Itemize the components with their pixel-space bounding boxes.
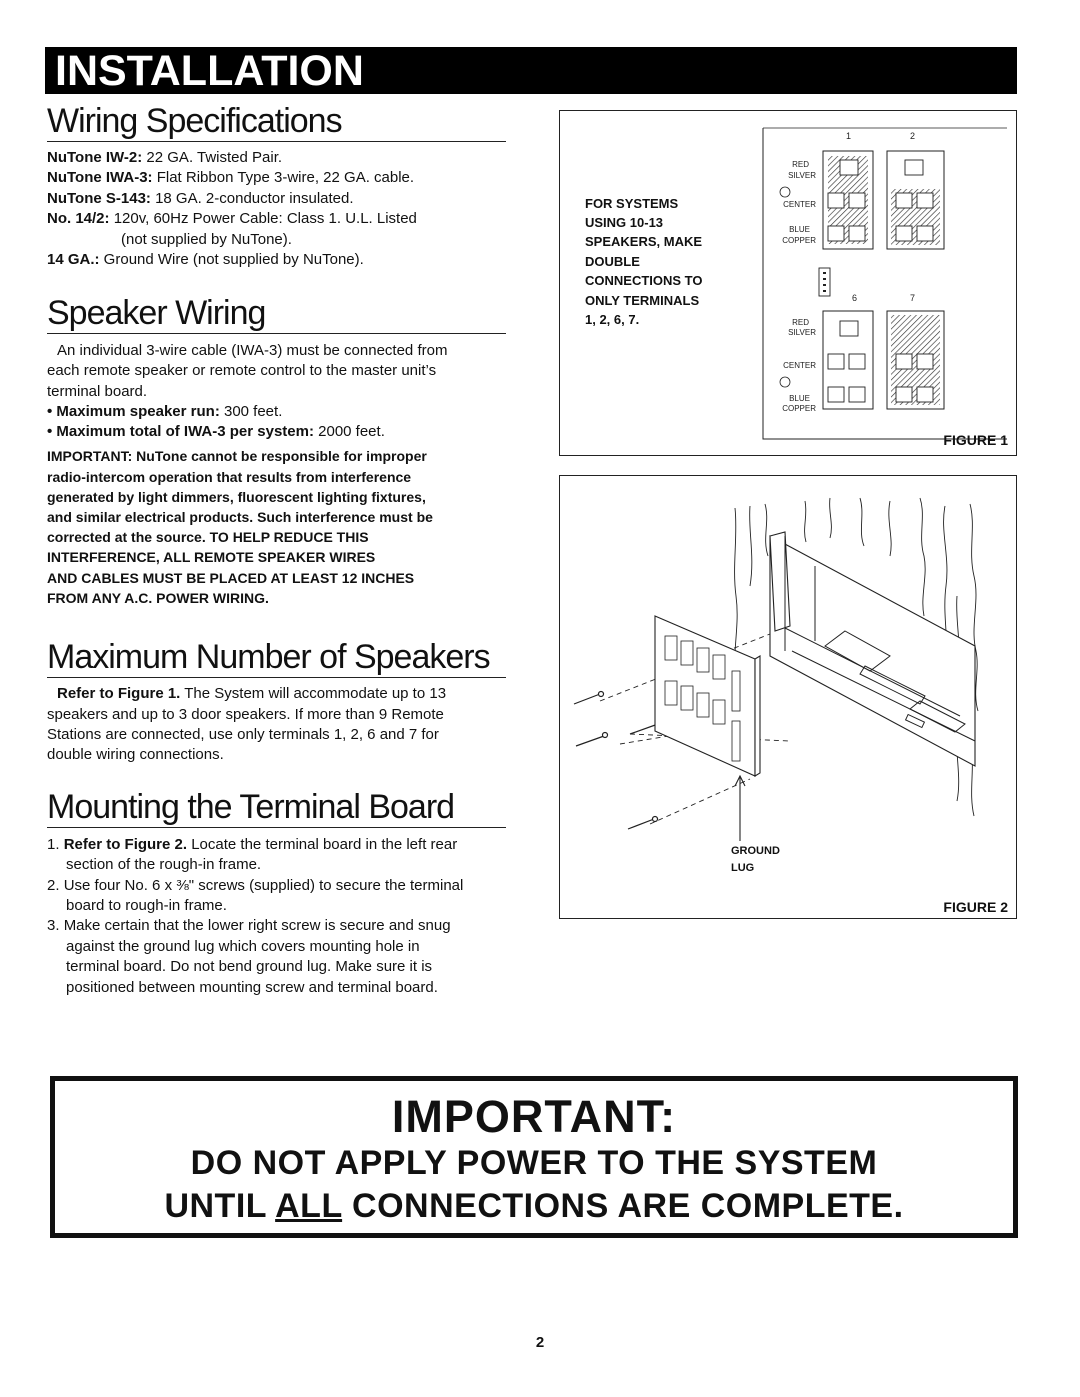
spec-line: No. 14/2: 120v, 60Hz Power Cable: Class 1. U.L. Listed [47,210,417,227]
figure-2 [559,475,1017,919]
bullet-item: • Maximum total of IWA-3 per system: 2000 feet. [47,423,385,440]
important-note-line: FROM ANY A.C. POWER WIRING. [47,590,269,606]
terminal-number: 1 [846,131,852,141]
fig1-note-line: USING 10-13 [585,215,664,230]
fig1-note-line: CONNECTIONS TO [585,273,703,288]
hole-icon [780,187,790,197]
spec-line: NuTone S-143: 18 GA. 2-conductor insulated. [47,190,354,207]
bullet-item: • Maximum speaker run: 300 feet. [47,403,283,420]
wiring-specs-heading: Wiring Specifications [47,102,342,140]
wire-label: SILVER [788,171,816,180]
wire-label: COPPER [782,236,816,245]
para-line: An individual 3-wire cable (IWA-3) must be connected from [57,342,448,359]
fig1-note-line: SPEAKERS, MAKE [585,234,703,249]
step-1: 1. Refer to Figure 2. Locate the terminal board in the left rear [47,836,458,853]
terminal-number: 6 [852,293,858,303]
warning-line-2: UNTIL ALL CONNECTIONS ARE COMPLETE. [164,1187,904,1225]
max-speakers-heading: Maximum Number of Speakers [47,638,490,676]
spec-line: NuTone IWA-3: Flat Ribbon Type 3-wire, 22 GA. cable. [47,169,415,186]
step-3-cont: positioned between mounting screw and terminal board. [66,979,438,996]
terminal-board-diagram [560,111,1015,454]
para-line: Refer to Figure 1. The System will accommodate up to 13 [57,685,447,702]
mounting-diagram [560,476,1015,917]
speaker-wiring-heading: Speaker Wiring [47,294,266,332]
figure-1 [559,110,1017,456]
wire-label: SILVER [788,328,816,337]
wire-label: CENTER [783,200,816,209]
important-note-line: generated by light dimmers, fluorescent lighting fixtures, [47,489,426,505]
step-2: 2. Use four No. 6 x ⅜" screws (supplied) to secure the terminal [47,877,464,894]
heading-rule [47,141,506,142]
heading-rule [47,677,506,678]
terminal-number: 7 [910,293,916,303]
figure-2-caption: FIGURE 2 [943,899,1008,915]
step-1-cont: section of the rough-in frame. [66,856,262,873]
step-3-cont: terminal board. Do not bend ground lug. Make sure it is [66,958,433,975]
para-line: terminal board. [47,383,148,400]
step-2-cont: board to rough-in frame. [66,897,227,914]
page-number: 2 [535,1334,545,1351]
important-title: IMPORTANT: [391,1091,677,1142]
para-line: speakers and up to 3 door speakers. If more than 9 Remote [47,706,444,723]
wire-label: RED [792,318,809,327]
wire-label: RED [792,160,809,169]
wire-label: COPPER [782,404,816,413]
heading-rule [47,827,506,828]
mounting-heading: Mounting the Terminal Board [47,788,455,826]
wire-label: BLUE [789,394,810,403]
para-line: each remote speaker or remote control to the master unit’s [47,362,437,379]
ground-lug-label: GROUND [731,845,780,857]
heading-rule [47,333,506,334]
wire-label: BLUE [789,225,810,234]
fig1-note-line: 1, 2, 6, 7. [585,312,640,327]
para-line: Stations are connected, use only terminals 1, 2, 6 and 7 for [47,726,439,743]
warning-line-1: DO NOT APPLY POWER TO THE SYSTEM [190,1144,878,1182]
important-note-line: and similar electrical products. Such interference must be [47,509,433,525]
fig1-note-line: DOUBLE [585,254,640,269]
important-note-line: radio-intercom operation that results from interference [47,469,412,485]
spec-line: NuTone IW-2: 22 GA. Twisted Pair. [47,149,283,166]
section-banner [45,47,1017,94]
step-3: 3. Make certain that the lower right screw is secure and snug [47,917,451,934]
important-note-line: AND CABLES MUST BE PLACED AT LEAST 12 INCHES [47,570,415,586]
step-3-cont: against the ground lug which covers mounting hole in [66,938,420,955]
figure-1-caption: FIGURE 1 [943,432,1008,448]
important-note-line: IMPORTANT: NuTone cannot be responsible for improper [47,448,427,464]
fig1-note-line: FOR SYSTEMS [585,196,679,211]
banner-title: INSTALLATION [55,47,364,95]
terminal-number: 2 [910,131,916,141]
important-note-line: corrected at the source. TO HELP REDUCE THIS [47,529,369,545]
important-warning-box [50,1076,1018,1238]
fig1-note-line: ONLY TERMINALS [585,293,700,308]
hole-icon [780,377,790,387]
important-note-line: INTERFERENCE, ALL REMOTE SPEAKER WIRES [47,549,376,565]
ground-lug-label: LUG [731,862,755,874]
wire-label: CENTER [783,361,816,370]
spec-line: 14 GA.: Ground Wire (not supplied by NuTone). [47,251,364,268]
para-line: double wiring connections. [47,746,224,763]
spec-line: (not supplied by NuTone). [121,231,292,248]
